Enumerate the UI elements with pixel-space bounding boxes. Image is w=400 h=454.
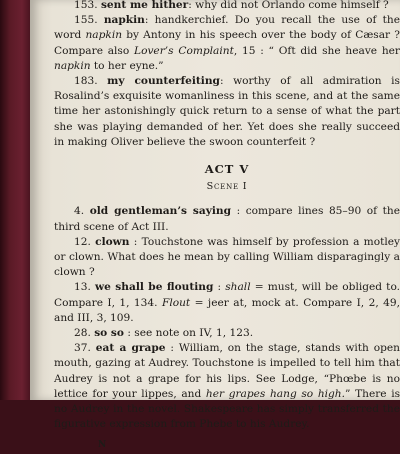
note-text: : see note on IV, 1, 123. [123,327,254,340]
note-italic-text: napkin [85,29,123,42]
note-lemma: old gentleman’s saying [89,205,232,218]
book-page [30,0,400,451]
note-italic-text: her grapes hang so high. [205,387,346,400]
note-text: = must, will be obliged to. Compare I, 1, 134. [54,281,400,309]
note-entry [54,326,400,341]
note-text: : William, on the stage, stands with open mouth, gazing at Audrey. Touchstone is impelled to tell him that Audrey is not a grape for his lips. See Lodge, “Phœbe is no lettice for your lippes, and [54,342,400,400]
note-text: to her eyne.” [90,59,164,72]
note-text: : compare lines 85–90 of the third scene of Act III. [54,205,400,233]
note-lemma: eat a grape [95,342,166,355]
note-entry [54,13,400,74]
notes-section-act-v [54,204,400,432]
note-number: 155. [74,14,104,27]
note-text: ” There is no Audrey in the novel. Shakespeare has simply transferred the figurative expression from Phebe to his Audrey. [54,387,400,431]
note-number: 13. [74,281,95,294]
note-lemma: my counterfeiting [107,75,220,88]
signature-mark: N [98,440,107,451]
scene-heading: Scene I [206,181,248,193]
note-entry [54,341,400,432]
note-lemma: sent me hither [100,0,189,11]
act-heading: ACT V [204,162,250,177]
notes-section-act-iv [54,0,400,150]
note-text: = jeer at, mock at. Compare I, 2, 49, and III, 3, 109. [54,296,400,324]
note-number: 12. [74,235,96,248]
note-text: : [213,281,226,294]
note-number: 28. [74,327,95,340]
note-number: 4. [74,205,90,218]
note-number: 183. [74,75,108,88]
note-italic-text: Flout [161,296,191,309]
note-entry [54,280,400,326]
note-lemma: so so [94,327,124,340]
note-text: : Touchstone was himself by profession a motley or clown. What does he mean by calling William disparagingly a clown ? [54,235,400,279]
note-text: , 15 : “ Oft did she heave her [233,44,400,57]
note-italic-text: Lover’s Complaint [134,44,234,57]
note-entry [54,74,400,150]
note-text: by Antony in his speech over the body of Cæsar ? Compare also [54,29,400,57]
note-lemma: napkin [103,14,145,27]
note-text: : why did not Orlando come himself ? [188,0,389,11]
note-text: : handkerchief. Do you recall the use of the word [54,14,400,42]
note-italic-text: napkin [54,59,91,72]
note-text: : worthy of all admiration is Rosalind’s exquisite womanliness in this scene, and at the same time her astonishingly quick return to a sense of what the part she was playing demanded of her. Yet does she really succeed in making Oliver believe the swoon counterfeit ? [54,75,400,148]
note-italic-text: shall [225,281,251,294]
note-entry [54,0,400,13]
note-number: 153. [74,0,101,11]
note-number: 37. [74,342,96,355]
note-lemma: we shall be flouting [94,281,214,294]
page-content [54,0,400,454]
note-entry [54,235,400,281]
note-lemma: clown [95,235,130,248]
note-entry [54,204,400,234]
